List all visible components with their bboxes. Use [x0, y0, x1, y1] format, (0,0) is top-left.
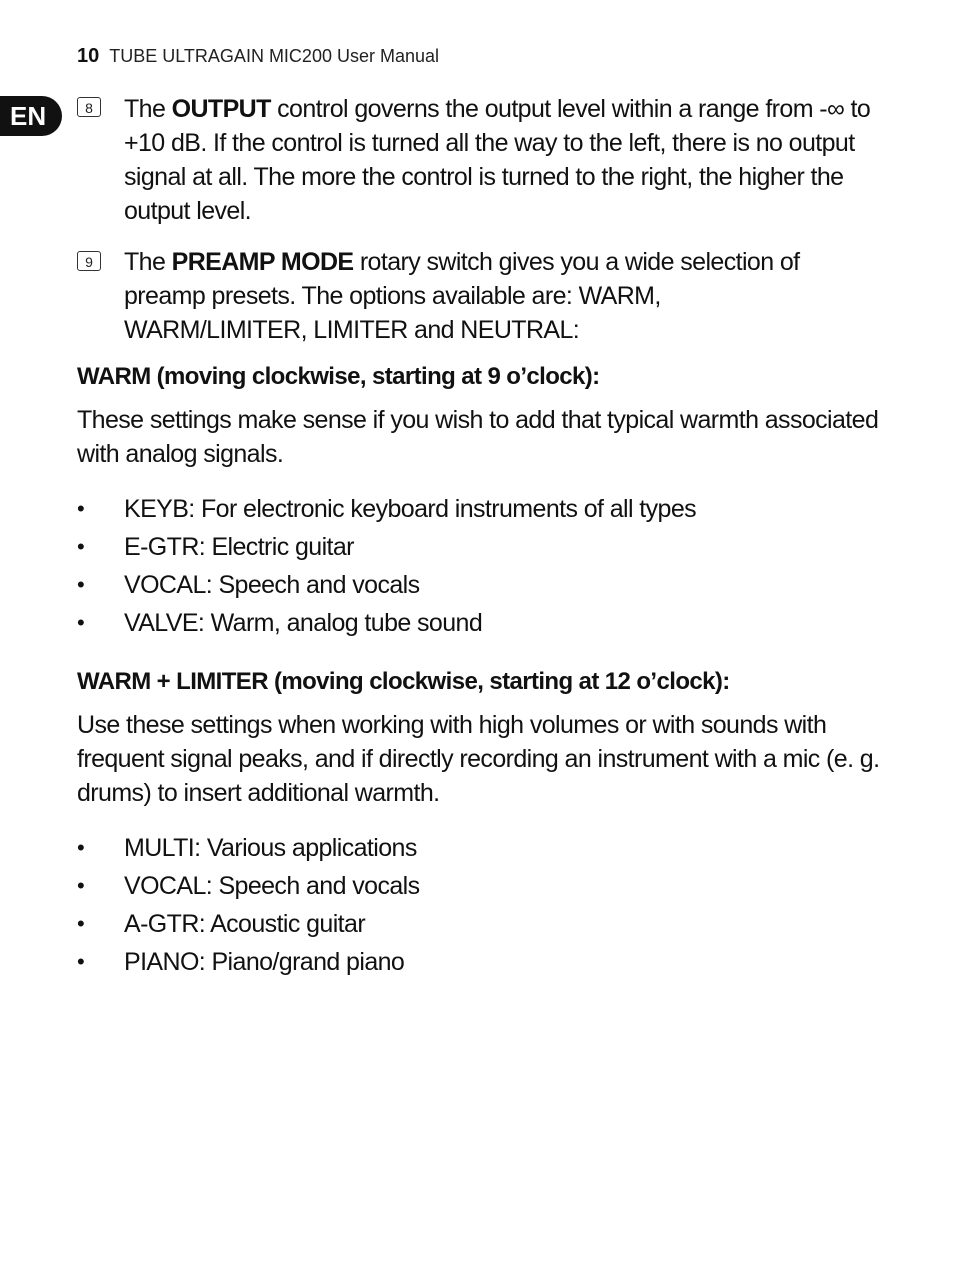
bullet-icon: •	[77, 873, 85, 898]
list-item: • VOCAL: Speech and vocals	[77, 867, 420, 905]
bullet-icon: •	[77, 610, 85, 635]
page-number: 10	[77, 45, 100, 67]
control-name: OUTPUT	[171, 95, 271, 123]
bullet-icon: •	[77, 534, 85, 559]
item-text: control governs the output level within a range from -∞ to +10 dB. If the control is turned all the way to the left, there is no output signal at all. The more the control is turned to the right, the higher the output level.	[124, 95, 871, 225]
item-number-badge: 9	[77, 251, 101, 271]
section-heading-warm: WARM (moving clockwise, starting at 9 o’clock):	[77, 363, 600, 390]
bullet-list-warm	[77, 490, 696, 642]
document-title: TUBE ULTRAGAIN MIC200 User Manual	[109, 46, 440, 66]
list-item: • MULTI: Various applications	[77, 829, 420, 867]
bullet-icon: •	[77, 949, 85, 974]
item-number-badge: 8	[77, 97, 101, 117]
preamp-mode-description	[124, 245, 804, 347]
bullet-icon: •	[77, 572, 85, 597]
list-item: • KEYB: For electronic keyboard instruments of all types	[77, 490, 696, 528]
control-name: PREAMP MODE	[171, 248, 354, 276]
output-control-description	[124, 92, 884, 228]
section-paragraph-warm: These settings make sense if you wish to add that typical warmth associated with analog signals.	[77, 406, 879, 468]
list-item: • PIANO: Piano/grand piano	[77, 943, 420, 981]
bullet-icon: •	[77, 496, 85, 521]
item-intro: The	[124, 95, 172, 123]
language-tab: EN	[0, 96, 62, 136]
section-paragraph-warm-limiter: Use these settings when working with high volumes or with sounds with frequent signal peaks, and if directly recording an instrument with a mic (e. g. drums) to insert additional warmth.	[77, 711, 880, 807]
list-item: • E-GTR: Electric guitar	[77, 528, 696, 566]
section-heading-warm-limiter: WARM + LIMITER (moving clockwise, starting at 12 o’clock):	[77, 668, 730, 695]
bullet-icon: •	[77, 835, 85, 860]
bullet-list-warm-limiter	[77, 829, 420, 981]
bullet-icon: •	[77, 911, 85, 936]
item-text: rotary switch gives you a wide selection of preamp presets. The options available are: WARM, WARM/LIMITER, LIMITER and NEUTRAL:	[124, 248, 800, 344]
list-item: • VALVE: Warm, analog tube sound	[77, 604, 696, 642]
list-item: • A-GTR: Acoustic guitar	[77, 905, 420, 943]
page-header	[77, 44, 439, 68]
list-item: • VOCAL: Speech and vocals	[77, 566, 696, 604]
item-intro: The	[124, 248, 172, 276]
